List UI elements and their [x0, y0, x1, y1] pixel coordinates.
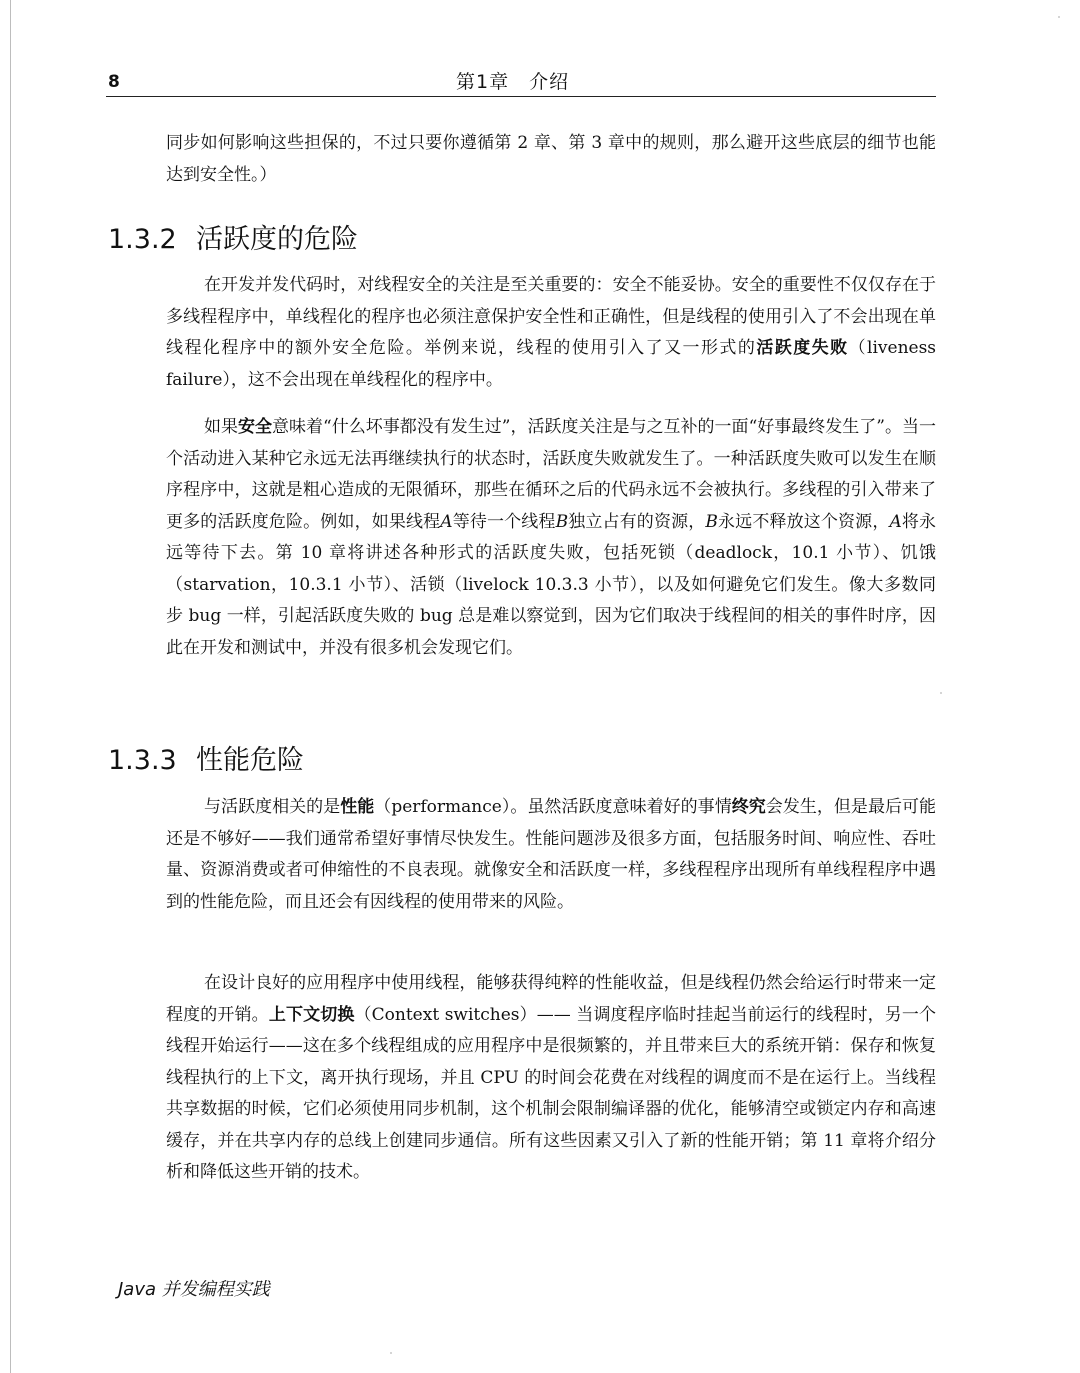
page-number: 8 [108, 72, 120, 92]
paragraph-performance [166, 792, 936, 918]
paragraph-text: 独立占有的资源， [568, 511, 706, 532]
paragraph-thread-safety [166, 270, 936, 396]
paragraph-text: 在开发并发代码时，对线程安全的关注是至关重要的：安全不能妥协。安全的重要性不仅仅存在于多线程程序中，单线程化的程序也必须注意保护安全性和正确性，但是线程的使用引入了不会出现在单线程化程序中的额外安全危险。举例来说，线程的使用引入了又一形式的 [166, 275, 936, 358]
section-title: 活跃度的危险 [196, 224, 358, 255]
paragraph-text: 同步如何影响这些担保的，不过只要你遵循第 2 章、第 3 章中的规则，那么避开这些底层的细节也能达到安全性。） [166, 133, 936, 185]
paragraph-text: （liveness failure），这不会出现在单线程化的程序中。 [166, 338, 937, 390]
term-safety: 安全 [238, 417, 273, 437]
paragraph-text: 会发生，但是最后可能还是不够好——我们通常希望好事情尽快发生。性能问题涉及很多方面，包括服务时间、响应性、吞吐量、资源消费或者可伸缩性的不良表现。就像安全和活跃度一样，多线程程序出现所有单线程程序中遇到的性能危险，而且还会有因线程的使用带来的风险。 [166, 797, 937, 912]
running-chapter-title: 第1章 介绍 [456, 71, 570, 93]
section-title: 性能危险 [196, 745, 304, 776]
paragraph-text: 意味着“什么坏事都没有发生过”，活跃度关注是与之互补的一面“好事最终发生了”。当一个活动进入某种它永远无法再继续执行的状态时，活跃度失败就发生了。一种活跃度失败可以发生在顺序程序中，这就是粗心造成的无限循环，那些在循环之后的代码永远不会被执行。多线程的引入带来了更多的活跃度危险。例如，如果线程 [166, 417, 937, 532]
paragraph-text: 如果 [204, 417, 239, 437]
paragraph-text: 将永远等待下去。第 10 章将讲述各种形式的活跃度失败，包括死锁（deadlock，10.1 小节）、饥饿（starvation，10.3.1 小节）、活锁（livelock 10.3.3 小节），以及如何避免它们发生。像大多数同步 bug 一样，引起活跃度失败的 bug 总是难以察觉到，因为它们取决于线程间的相关的事件时序，因此在开发和测试中，并没有很多机会发现它们。 [166, 511, 937, 658]
term-liveness-failure: 活跃度失败 [756, 338, 849, 358]
scan-speck [940, 692, 942, 694]
term-eventually: 终究 [731, 797, 766, 817]
paragraph-text: （performance）。虽然活跃度意味着好的事情 [374, 797, 732, 817]
section-number: 1.3.2 [108, 224, 177, 255]
page-header [106, 66, 936, 97]
var-thread-b: B [555, 511, 569, 532]
scan-speck [390, 1352, 392, 1354]
var-thread-b: B [705, 511, 718, 532]
var-thread-a: A [889, 511, 902, 532]
section-number: 1.3.3 [108, 745, 177, 776]
paragraph-text: （Context switches）—— 当调度程序临时挂起当前运行的线程时，另一个线程开始运行——这在多个线程组成的应用程序中是很频繁的，并且带来巨大的系统开销：保存和恢复线程执行的上下文，离开执行现场，并且 CPU 的时间会花费在对线程的调度而不是在运行上。当线程共享数据的时候，它们必须使用同步机制，这个机制会限制编译器的优化，能够清空或锁定内存和高速缓存，并在共享内存的总线上创建同步通信。所有这些因素又引入了新的性能开销；第 11 章将介绍分析和降低这些开销的技术。 [166, 1004, 937, 1182]
paragraph-text: 与活跃度相关的是 [204, 797, 341, 817]
section-heading-1-3-3 [108, 738, 304, 777]
term-context-switches: 上下文切换 [268, 1004, 355, 1025]
paragraph-continued [166, 128, 936, 191]
paragraph-text: 等待一个线程 [452, 511, 556, 532]
paragraph-text: 在设计良好的应用程序中使用线程，能够获得纯粹的性能收益，但是线程仍然会给运行时带来一定程度的开销。 [166, 973, 936, 1025]
paragraph-context-switches [166, 968, 936, 1189]
scan-speck [1058, 16, 1060, 18]
section-heading-1-3-2 [108, 217, 358, 256]
var-thread-a: A [440, 511, 453, 532]
scan-left-edge [10, 0, 11, 1373]
paragraph-liveness [166, 412, 936, 664]
footer-book-title: Java 并发编程实践 [118, 1279, 270, 1300]
paragraph-text: 永远不释放这个资源， [717, 511, 890, 532]
term-performance: 性能 [340, 797, 375, 817]
